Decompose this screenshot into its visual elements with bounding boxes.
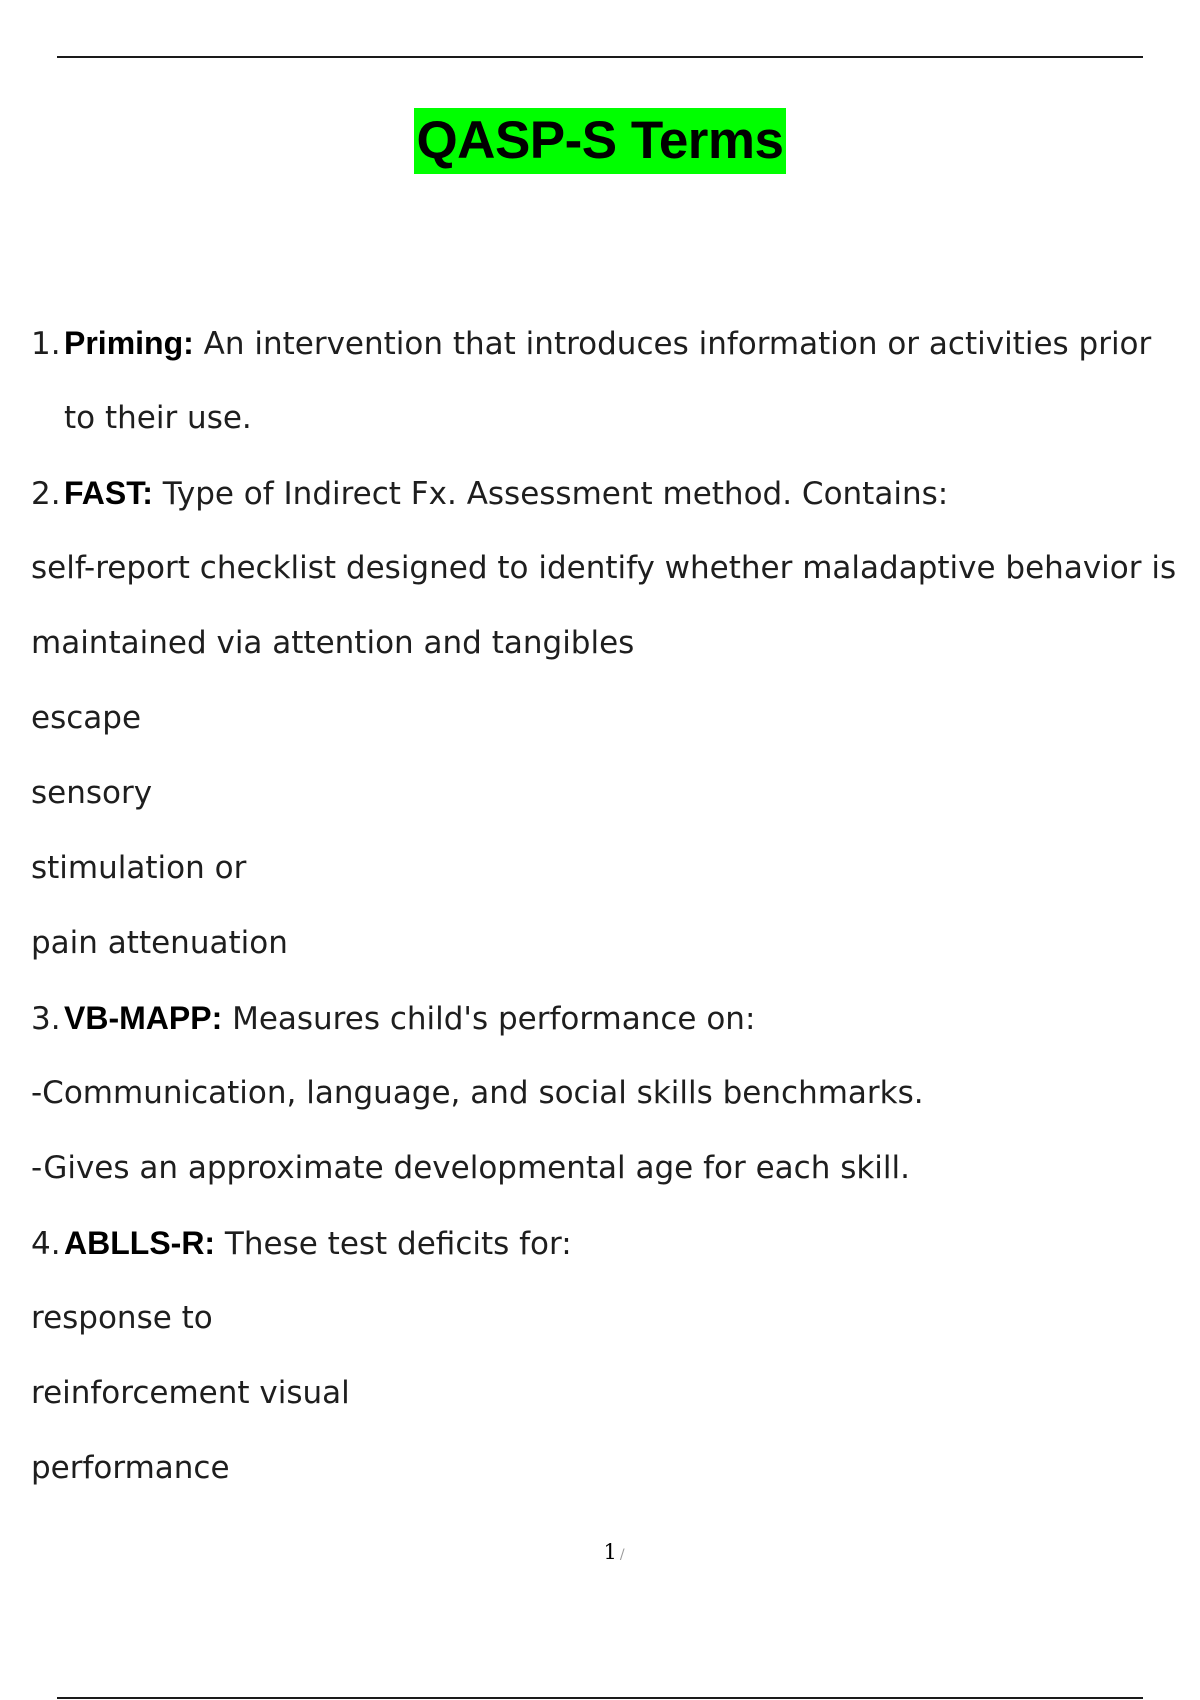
term-2-line-4: escape	[31, 700, 142, 736]
term-2-line-1	[31, 456, 1200, 531]
term-2-line-7: pain attenuation	[31, 925, 288, 961]
term-name: Priming:	[64, 325, 194, 361]
term-4-line-2: response to	[31, 1300, 213, 1336]
term-4-line-3: reinforcement visual	[31, 1375, 350, 1411]
term-definition: Measures child's performance on:	[222, 1001, 756, 1037]
page-separator: /	[619, 1547, 625, 1563]
term-definition: Type of Indirect Fx. Assessment method. Contains:	[152, 476, 949, 512]
term-definition: An intervention that introduces information or activities prior	[193, 326, 1152, 362]
term-number: 3.	[31, 1001, 61, 1037]
term-4-line-4: performance	[31, 1450, 230, 1486]
title-container	[0, 108, 1200, 174]
term-4-line-1	[31, 1206, 1200, 1281]
bottom-rule	[57, 1697, 1143, 1699]
page-footer	[0, 1540, 1200, 1564]
term-number: 2.	[31, 476, 61, 512]
term-1-line-2: to their use.	[64, 400, 252, 436]
term-name: VB-MAPP:	[64, 1000, 223, 1036]
term-2-line-3: maintained via attention and tangibles	[31, 625, 635, 661]
term-definition: These test deficits for:	[215, 1226, 572, 1262]
term-3-line-1	[31, 981, 1200, 1056]
term-name: ABLLS-R:	[64, 1225, 216, 1261]
page-number: 1	[603, 1540, 617, 1564]
term-3-line-3: -Gives an approximate developmental age for each skill.	[31, 1150, 910, 1186]
term-name: FAST:	[64, 475, 153, 511]
top-rule	[57, 56, 1143, 58]
term-2-line-5: sensory	[31, 775, 153, 811]
term-2-line-2: self-report checklist designed to identify whether maladaptive behavior is	[31, 550, 1177, 586]
term-3-line-2: -Communication, language, and social skills benchmarks.	[31, 1075, 924, 1111]
document-title: QASP-S Terms	[414, 108, 785, 174]
terms-list	[31, 306, 1200, 1506]
term-number: 4.	[31, 1226, 61, 1262]
term-1-line-1	[31, 306, 1200, 381]
term-number: 1.	[31, 326, 61, 362]
term-2-line-6: stimulation or	[31, 850, 247, 886]
